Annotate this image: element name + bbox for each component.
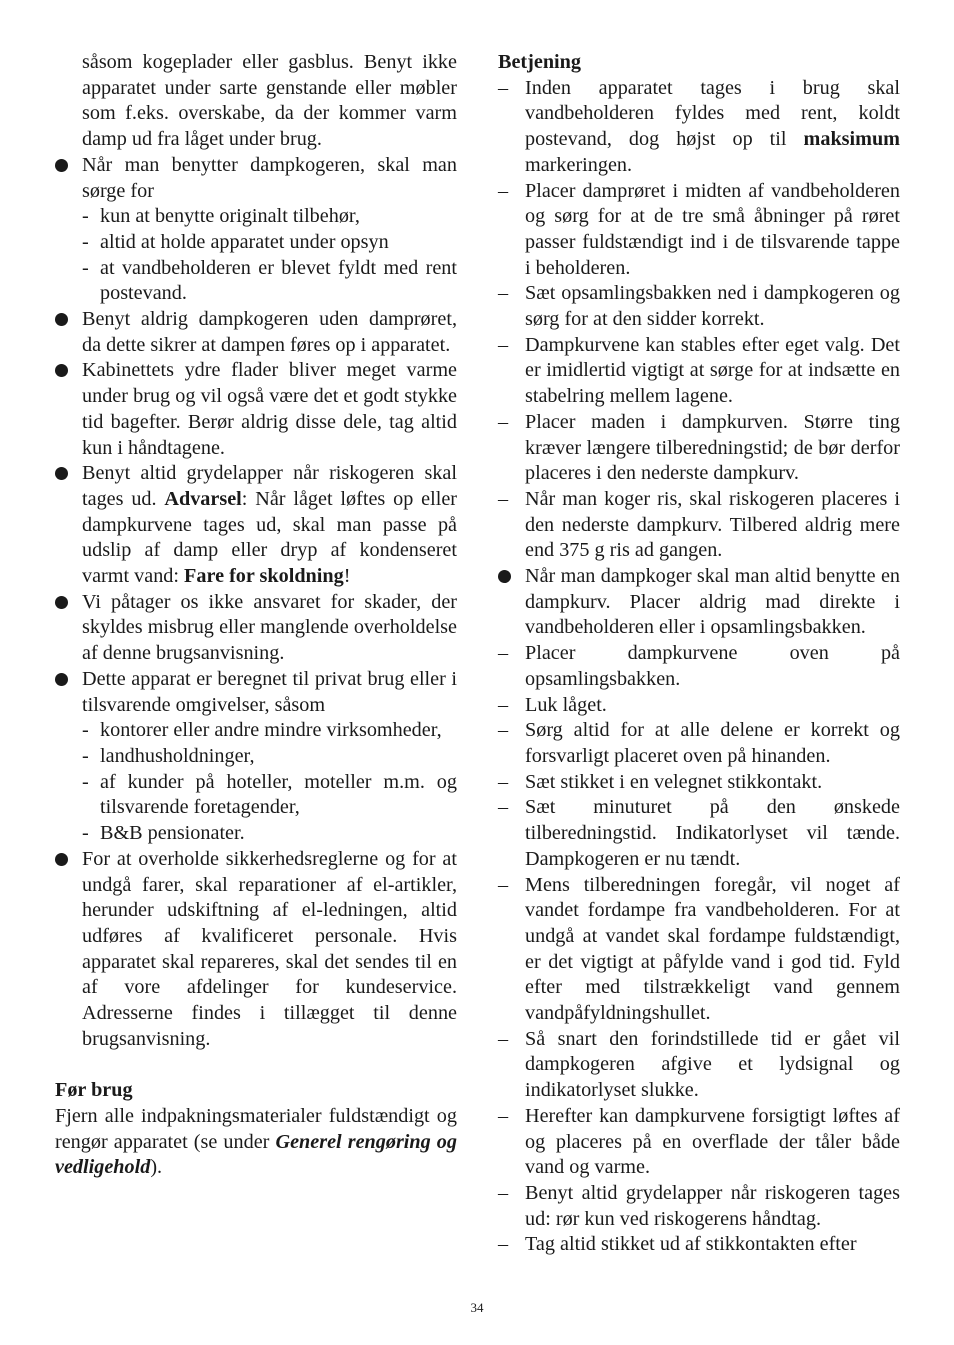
bullet-text: For at overholde sikkerhedsreglerne og for at undgå farer, skal reparationer af el-artikler, herunder udskiftning af el-ledningen, altid udføres af kvalificeret personale. Hvis apparatet skal repareres, skal det sendes til en af vore afdelinger for kundeservice. Adresserne findes i tillægget til denne brugsanvisning. <box>82 847 457 1050</box>
sub-list <box>82 204 457 307</box>
bullet-dot-icon <box>55 159 68 172</box>
bullet-item <box>55 358 457 461</box>
bullet-text: Benyt aldrig dampkogeren uden damprøret, da dette sikrer at dampen føres op i apparatet. <box>82 308 457 356</box>
sub-list-item: - af kunder på hoteller, moteller m.m. og tilsvarende foretagender, <box>82 770 457 819</box>
bullet-item <box>55 461 457 590</box>
bullet-item <box>55 590 457 667</box>
dash-item: – Sørg altid for at alle delene er korrekt og forsvarligt placeret oven på hinanden. <box>498 719 900 767</box>
dash-item: – Placer maden i dampkurven. Større ting kræver længere tilberedningstid; de bør derfor placeres i den nederste dampkurv. <box>498 410 900 485</box>
dash-item: – Placer dampkurvene oven på opsamlingsbakken. <box>498 642 900 690</box>
bullet-item <box>55 153 457 307</box>
dash-item: – Luk låget. <box>498 693 607 716</box>
bullet-dot-icon <box>55 313 68 326</box>
dash-item: – Når man koger ris, skal riskogeren placeres i den nederste dampkurv. Tilbered aldrig mere end 375 g ris ad gangen. <box>498 487 900 562</box>
page-number: 34 <box>470 1300 484 1315</box>
dash-item: – Herefter kan dampkurvene forsigtigt løftes af og placeres på en overflade der tåler både vand og varme. <box>498 1104 900 1179</box>
bullet-text: Vi påtager os ikke ansvaret for skader, der skyldes misbrug eller manglende overholdelse af denne brugsanvisning. <box>82 590 457 665</box>
sub-list-item: - kun at benytte originalt tilbehør, <box>82 205 360 228</box>
left-column <box>55 50 457 1181</box>
bullet-item <box>498 564 900 641</box>
sub-list-item: - kontorer eller andre mindre virksomheder, <box>82 719 442 742</box>
bullet-dot-icon <box>55 596 68 609</box>
bullet-dot-icon <box>55 853 68 866</box>
dash-item: – Sæt opsamlingsbakken ned i dampkogeren og sørg for at den sidder korrekt. <box>498 282 900 331</box>
bullet-item <box>55 667 457 847</box>
right-column <box>498 50 900 1258</box>
sub-list-item: - altid at holde apparatet under opsyn <box>82 230 389 253</box>
dash-item: – Mens tilberedningen foregår, vil noget af vandet fordampe fra vandbeholderen. For at undgå at vandet skal fordampe fuldstændigt, er det vigtigt at påfylde vand i god tid. Fyld efter med tilstrækkeligt vand gennem vandpåfyldningshullet. <box>498 873 900 1025</box>
dash-item: – Inden apparatet tages i brug skal vandbeholderen fyldes med rent, koldt postevand, dog højst op til maksimum markeringen. <box>498 76 900 176</box>
section-heading-for-brug: Før brug <box>55 1079 133 1102</box>
scald-warning: Fare for skoldning <box>184 565 344 588</box>
sub-list-item: - landhusholdninger, <box>82 744 255 767</box>
intro-paragraph: såsom kogeplader eller gasblus. Benyt ikke apparatet under sarte genstande eller møbler som f.eks. overskabe, da der kommer varm damp ud fra låget under brug. <box>82 51 457 151</box>
warning-label: Advarsel <box>164 487 242 510</box>
sub-list-item: - B&B pensionater. <box>82 822 245 845</box>
dash-item: – Benyt altid grydelapper når riskogeren tages ud: rør kun ved riskogerens håndtag. <box>498 1181 900 1230</box>
dash-item: – Sæt minuturet på den ønskede tilberedningstid. Indikatorlyset vil tænde. Dampkogeren er nu tændt. <box>498 796 900 870</box>
bullet-text: Benyt altid grydelapper når riskogeren skal tages ud. Advarsel: Når låget løftes op eller dampkurvene tages ud, skal man passe på udslip af damp eller dryp af kondenseret varmt vand: Fare for skoldning! <box>82 462 458 588</box>
bullet-dot-icon <box>55 673 68 686</box>
bullet-dot-icon <box>498 570 511 583</box>
bullet-item <box>55 307 457 358</box>
dash-item: – Sæt stikket i en velegnet stikkontakt. <box>498 770 823 793</box>
bullet-text: Når man dampkoger skal man altid benytte en dampkurv. Placer aldrig mad direkte i vandbeholderen eller i opsamlingsbakken. <box>525 565 900 639</box>
bullet-dot-icon <box>55 364 68 377</box>
sub-list-item: - at vandbeholderen er blevet fyldt med rent postevand. <box>82 256 457 305</box>
for-brug-paragraph: Fjern alle indpakningsmaterialer fuldstændigt og rengør apparatet (se under Generel rengøring og vedligehold). <box>55 1104 457 1179</box>
bullet-text: Når man benytter dampkogeren, skal man sørge for <box>82 153 457 202</box>
bullet-item <box>55 847 457 1053</box>
dash-item: – Tag altid stikket ud af stikkontakten efter <box>498 1233 857 1256</box>
dash-item: – Dampkurvene kan stables efter eget valg. Det er imidlertid vigtigt at sørge for at indsætte en stabelring mellem lagene. <box>498 333 900 408</box>
bullet-text: Kabinettets ydre flader bliver meget varme under brug og vil også være det et godt stykke tid bagefter. Berør aldrig disse dele, tag altid kun i håndtagene. <box>82 359 457 459</box>
bullet-text: Dette apparat er beregnet til privat brug eller i tilsvarende omgivelser, såsom <box>82 667 457 716</box>
dash-item: – Så snart den forindstillede tid er gået vil dampkogeren afgive et lydsignal og indikatorlyset slukke. <box>498 1027 900 1102</box>
section-heading-betjening: Betjening <box>498 51 581 73</box>
dash-item: – Placer damprøret i midten af vandbeholderen og sørg for at de tre små åbninger på røret passer fuldstændigt ind i de tilsvarende tappe i beholderen. <box>498 179 900 279</box>
cross-reference: Generel rengøring og vedligehold <box>55 1130 457 1179</box>
maximum-label: maksimum <box>803 128 900 151</box>
bullet-dot-icon <box>55 467 68 480</box>
sub-list <box>82 718 457 847</box>
